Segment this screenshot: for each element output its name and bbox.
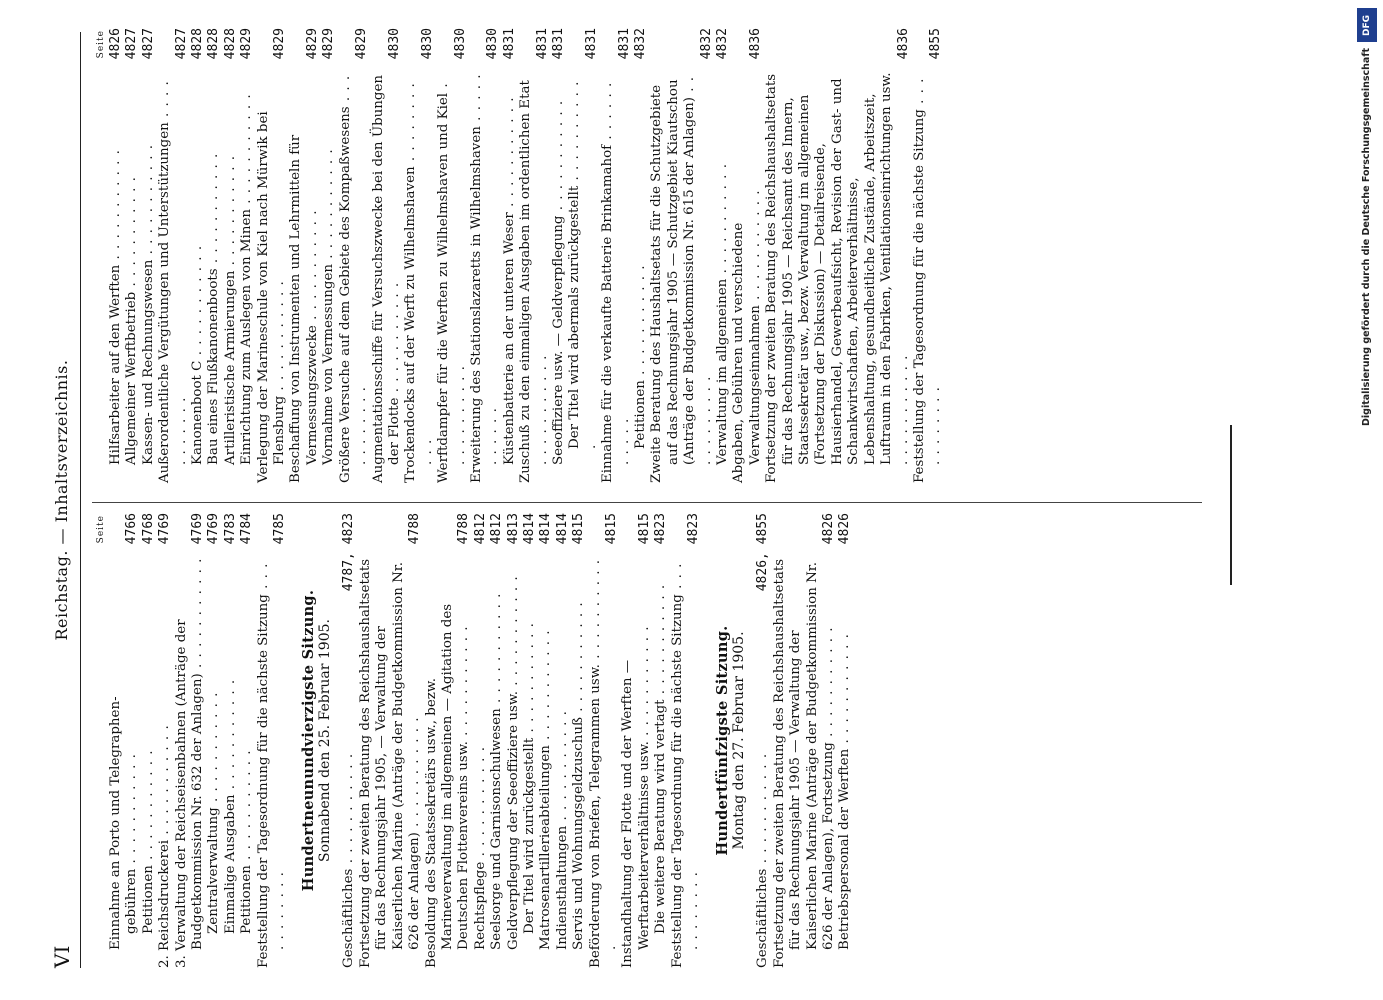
toc-entry [223, 513, 239, 968]
toc-entry-text: Besoldung des Staatssekretärs usw., bezw. Marineverwaltung im allgemeinen — Agitation des Deutschen Flottenvereins usw. . . . [424, 557, 473, 968]
toc-page-number: 4836 [895, 28, 911, 60]
toc-entry [649, 28, 715, 483]
toc-entry-text: Verwaltung im allgemeinen . . . [715, 72, 731, 483]
toc-page-number: 4826 [821, 513, 837, 545]
toc-page-number: 4828 [222, 28, 238, 60]
toc-entry-text: Petitionen . . . [633, 72, 649, 483]
toc-page-number: 4830 [452, 28, 468, 60]
toc-page-number: 4785 [272, 513, 288, 545]
toc-entry [567, 28, 600, 483]
toc-page-number: 4832 [633, 28, 648, 60]
digitization-note [1353, 0, 1383, 1000]
toc-page-number: 4829 [304, 28, 320, 60]
toc-entry [288, 28, 321, 483]
toc-entry [912, 28, 945, 483]
toc-page-number: 4788 [456, 513, 472, 545]
seite-label: Seite [96, 30, 106, 59]
toc-entry-text: Feststellung der Tagesordnung für die nächste Sitzung . . . [912, 72, 945, 483]
toc-entry [555, 513, 571, 968]
toc-page-number: 4829 [321, 28, 337, 60]
toc-page-number: 4832 [715, 28, 731, 60]
left-column [96, 513, 854, 968]
toc-entry-text: Vornahme von Vermessungen . . . [321, 72, 337, 483]
toc-entry [764, 28, 912, 483]
toc-entry [633, 28, 649, 483]
toc-entry [256, 28, 289, 483]
toc-entry [141, 28, 157, 483]
toc-page-number: 4823 [686, 513, 701, 545]
toc-entry [124, 28, 140, 483]
toc-entry-text: Betriebspersonal der Werften . . . [837, 557, 853, 968]
toc-entry-text: Seeoffiziere usw. — Geldverpflegung . . . [551, 72, 567, 483]
toc-page-number: 4830 [386, 28, 402, 60]
toc-page-number: 4830 [485, 28, 501, 60]
running-title: Reichstag. — Inhaltsverzeichnis. [52, 359, 71, 641]
header-rule [80, 32, 81, 968]
toc-entry [256, 513, 289, 968]
toc-list [108, 513, 288, 968]
toc-entry-text: Zentralverwaltung . . . [206, 557, 222, 968]
toc-entry-text: Fortsetzung der zweiten Beratung des Reichshaushaltsetats für das Rechnungsjahr 1905, — Verwaltung der Kaiserlichen Marine (Anträge der Budgetkommission Nr. 626 der Anlagen) . . . [358, 557, 424, 968]
toc-entry [174, 513, 207, 968]
toc-entry-text: Außerordentliche Vergütungen und Unterstützungen . . . [157, 72, 190, 483]
toc-entry [371, 28, 404, 483]
toc-page-number: 4814 [538, 513, 554, 545]
toc-entry-text: Seelsorge und Garnisonschulwesen . . . [489, 557, 505, 968]
toc-page-number: 4832 [698, 28, 714, 60]
toc-entry [190, 28, 206, 483]
toc-entry-text: Die weitere Beratung wird vertagt . . . [653, 557, 669, 968]
toc-entry [157, 513, 173, 968]
toc-page-number: 4855 [928, 28, 944, 60]
toc-entry-text: Der Titel wird zurückgestellt . . . [522, 557, 538, 968]
toc-entry [600, 28, 633, 483]
toc-entry [338, 28, 371, 483]
toc-entry [141, 513, 157, 968]
toc-entry [518, 28, 551, 483]
toc-page-number: 4813 [505, 513, 521, 545]
toc-entry-text: Der Titel wird abermals zurückgestellt . . . [567, 72, 600, 483]
toc-page-number: 4814 [554, 513, 570, 545]
toc-entry-text: Indiensthaltungen . . . [555, 557, 571, 968]
toc-page-number: 4783 [222, 513, 238, 545]
toc-entry-text: Einrichtung zum Auslegen von Minen . . . [239, 72, 255, 483]
toc-page-number: 4831 [501, 28, 517, 60]
toc-page-number: 4766 [124, 513, 140, 545]
toc-entry [506, 513, 522, 968]
toc-page-number: 4831 [616, 28, 632, 60]
toc-entry [522, 513, 538, 968]
toc-entry-text: Fortsetzung der zweiten Beratung des Reichshaushaltsetats für das Rechnungsjahr 1905 — Verwaltung der Kaiserlichen Marine (Anträge der Budgetkommission Nr. 626 der Anlagen), Fortsetzung . . . [772, 557, 838, 968]
toc-entry [239, 28, 255, 483]
toc-entry-text: Zuschuß zu den einmaligen Ausgaben im ordentlichen Etat . . . [518, 72, 551, 483]
toc-entry-text: Einnahme für die verkaufte Batterie Brinkamahof . . . [600, 72, 633, 483]
toc-list [108, 28, 945, 483]
toc-page-number: 4812 [472, 513, 488, 545]
toc-entry-text: gebühren . . . [124, 557, 140, 968]
toc-page-number: 4814 [521, 513, 537, 545]
toc-entry [772, 513, 838, 968]
toc-entry [469, 28, 502, 483]
toc-entry-text: Petitionen . . . [239, 557, 255, 968]
toc-entry [502, 28, 518, 483]
toc-entry [403, 28, 436, 483]
toc-page-number: 4826 [108, 28, 123, 60]
toc-page-number: 4769 [206, 513, 222, 545]
toc-entry [837, 513, 853, 968]
right-column [96, 28, 945, 483]
toc-list [341, 513, 702, 968]
toc-entry-text: Trockendocks auf der Werft zu Wilhelmshaven . . . [403, 72, 436, 483]
toc-entry [239, 513, 255, 968]
toc-page-number: 4826, 4855 [755, 513, 771, 592]
toc-page-number: 4831 [583, 28, 599, 60]
toc-entry [715, 28, 731, 483]
toc-entry-text: Instandhaltung der Flotte und der Werften — Werftarbeiterverhältnisse usw. . . . [620, 557, 653, 968]
toc-page-number: 4815 [636, 513, 652, 545]
toc-entry-text: Abgaben, Gebühren und verschiedene Verwaltungseinnahmen . . . [731, 72, 764, 483]
toc-entry-text: Servis und Wohnungsgeldzuschuß . . . [571, 557, 587, 968]
toc-entry [108, 513, 124, 968]
toc-entry-text: Beschaffung von Instrumenten und Lehrmitteln für Vermessungszwecke . . . [288, 72, 321, 483]
toc-entry-text: Größere Versuche auf dem Gebiete des Kompaßwesens . . . [338, 72, 371, 483]
toc-entry [473, 513, 489, 968]
toc-entry [436, 28, 469, 483]
toc-page-number: 4830 [419, 28, 435, 60]
toc-entry-text: Feststellung der Tagesordnung für die nächste Sitzung . . . [670, 557, 703, 968]
session-date: Sonnabend den 25. Februar 1905. [317, 619, 334, 862]
toc-entry [731, 28, 764, 483]
toc-entry-text: Augmentationsschiffe für Versuchszwecke bei den Übungen der Flotte . . . [371, 72, 404, 483]
toc-page-number: 4787, 4823 [341, 513, 357, 592]
toc-entry [358, 513, 424, 968]
toc-entry [653, 513, 669, 968]
toc-page-number: 4827 [173, 28, 189, 60]
toc-entry-text: Beförderung von Briefen, Telegrammen usw. . . . [588, 557, 621, 968]
toc-entry-text: Kassen- und Rechnungswesen . . . [141, 72, 157, 483]
toc-entry [489, 513, 505, 968]
toc-entry-text: Verlegung der Marineschule von Kiel nach Mürwik bei Flensburg . . . [256, 72, 289, 483]
toc-entry-text: Einmalige Ausgaben . . . [223, 557, 239, 968]
toc-entry-text: Artilleristische Armierungen . . . [223, 72, 239, 483]
toc-entry [223, 28, 239, 483]
toc-page-number: 4769 [190, 513, 206, 545]
toc-entry-text: Zweite Beratung des Haushaltsetats für die Schutzgebiete auf das Rechnungsjahr 1905 — Schutzgebiet Kiautschou (Anträge der Budgetkommission Nr. 615 der Anlagen) . . . [649, 72, 715, 483]
toc-entry-text: Hilfsarbeiter auf den Werften . . . [108, 72, 124, 483]
toc-entry-text: Fortsetzung der zweiten Beratung des Reichshaushaltsetats für das Rechnungsjahr 1905 — Reichsamt des Innern, Staatssekretär usw., bezw. Verwaltung im allgemeinen (Fortsetzung der Diskussion) — Detailreisende, Hausierhandel, Gewerbeaufsicht, Revision der Gast- und Schankwirtschaften, Arbeiterverhältnisse, Lebenshaltung, gesundheitliche Zustände, Arbeitszeit, Luftraum in den Fabriken, Ventilationseinrichtungen usw. . . . [764, 72, 912, 483]
toc-page-number: 4827 [124, 28, 140, 60]
toc-entry [124, 513, 140, 968]
toc-page-number: 4769 [157, 513, 173, 545]
page-header [48, 32, 78, 968]
toc-page-number: 4828 [206, 28, 222, 60]
toc-entry-text: Küstenbatterie an der unteren Weser . . . [502, 72, 518, 483]
dfg-logo: DFG [1357, 8, 1377, 42]
toc-entry-text: Matrosenartillerieabteilungen . . . [538, 557, 554, 968]
funding-note: Digitalisierung gefördert durch die Deutsche Forschungsgemeinschaft [1361, 48, 1372, 426]
toc-page-number: 4826 [837, 513, 853, 545]
toc-page-number: 4815 [603, 513, 619, 545]
toc-page-number: 4829 [239, 28, 255, 60]
toc-page-number: 4829 [354, 28, 370, 60]
toc-page-number: 4823 [653, 513, 669, 545]
toc-page-number: 4784 [239, 513, 255, 545]
toc-entry-text: Petitionen . . . [141, 557, 157, 968]
toc-page-number: 4827 [140, 28, 156, 60]
toc-list [755, 513, 853, 968]
toc-page-number: 4831 [550, 28, 566, 60]
toc-entry [670, 513, 703, 968]
toc-entry [538, 513, 554, 968]
toc-entry [755, 513, 771, 968]
toc-entry [424, 513, 473, 968]
toc-entry [206, 28, 222, 483]
toc-entry-text: 2. Reichsdruckerei . . . [157, 557, 173, 968]
toc-entry-text: 3. Verwaltung der Reichseisenbahnen (Anträge der Budgetkommission Nr. 632 der Anlagen) . . . [174, 557, 207, 968]
session-heading: Hundertneunundvierzigste Sitzung. [300, 589, 318, 892]
toc-entry-text: Geldverpflegung der Seeoffiziere usw. . . . [506, 557, 522, 968]
toc-entry [341, 513, 357, 968]
toc-entry [551, 28, 567, 483]
toc-page-number: 4812 [489, 513, 505, 545]
toc-page-number: 4829 [272, 28, 288, 60]
toc-entry-text: Rechtspflege . . . [473, 557, 489, 968]
toc-entry-text: Bau eines Flußkanonenboots . . . [206, 72, 222, 483]
toc-entry-text: Werftdampfer für die Werften zu Wilhelmshaven und Kiel . . . [436, 72, 469, 483]
toc-entry [620, 513, 653, 968]
toc-entry [571, 513, 587, 968]
toc-page-number: 4831 [534, 28, 550, 60]
toc-entry-text: Einnahme an Porto und Telegraphen- [108, 696, 123, 950]
toc-page-number: 4815 [571, 513, 587, 545]
toc-entry [108, 28, 124, 483]
toc-page-number: 4836 [747, 28, 763, 60]
toc-entry-text: Feststellung der Tagesordnung für die nächste Sitzung . . . [256, 557, 289, 968]
toc-entry [588, 513, 621, 968]
toc-page-number: 4828 [190, 28, 206, 60]
toc-entry-text: Allgemeiner Werftbetrieb . . . [124, 72, 140, 483]
scan-rule [1230, 425, 1232, 585]
session-heading: Hundertfünfzigste Sitzung. [714, 625, 732, 856]
toc-entry [157, 28, 190, 483]
toc-entry [321, 28, 337, 483]
toc-page-number: 4768 [140, 513, 156, 545]
session-date: Montag den 27. Februar 1905. [731, 631, 748, 850]
seite-label: Seite [96, 515, 106, 544]
column-divider [92, 502, 1202, 503]
toc-entry-text: Geschäftliches . . . [755, 557, 771, 968]
toc-page-number: 4788 [407, 513, 423, 545]
toc-entry-text: Erweiterung des Stationslazaretts in Wilhelmshaven . . . [469, 72, 502, 483]
page-number: VI [50, 945, 74, 968]
toc-entry-text: Kanonenboot C . . . [190, 72, 206, 483]
toc-entry [206, 513, 222, 968]
toc-entry-text: Geschäftliches . . . [341, 557, 357, 968]
